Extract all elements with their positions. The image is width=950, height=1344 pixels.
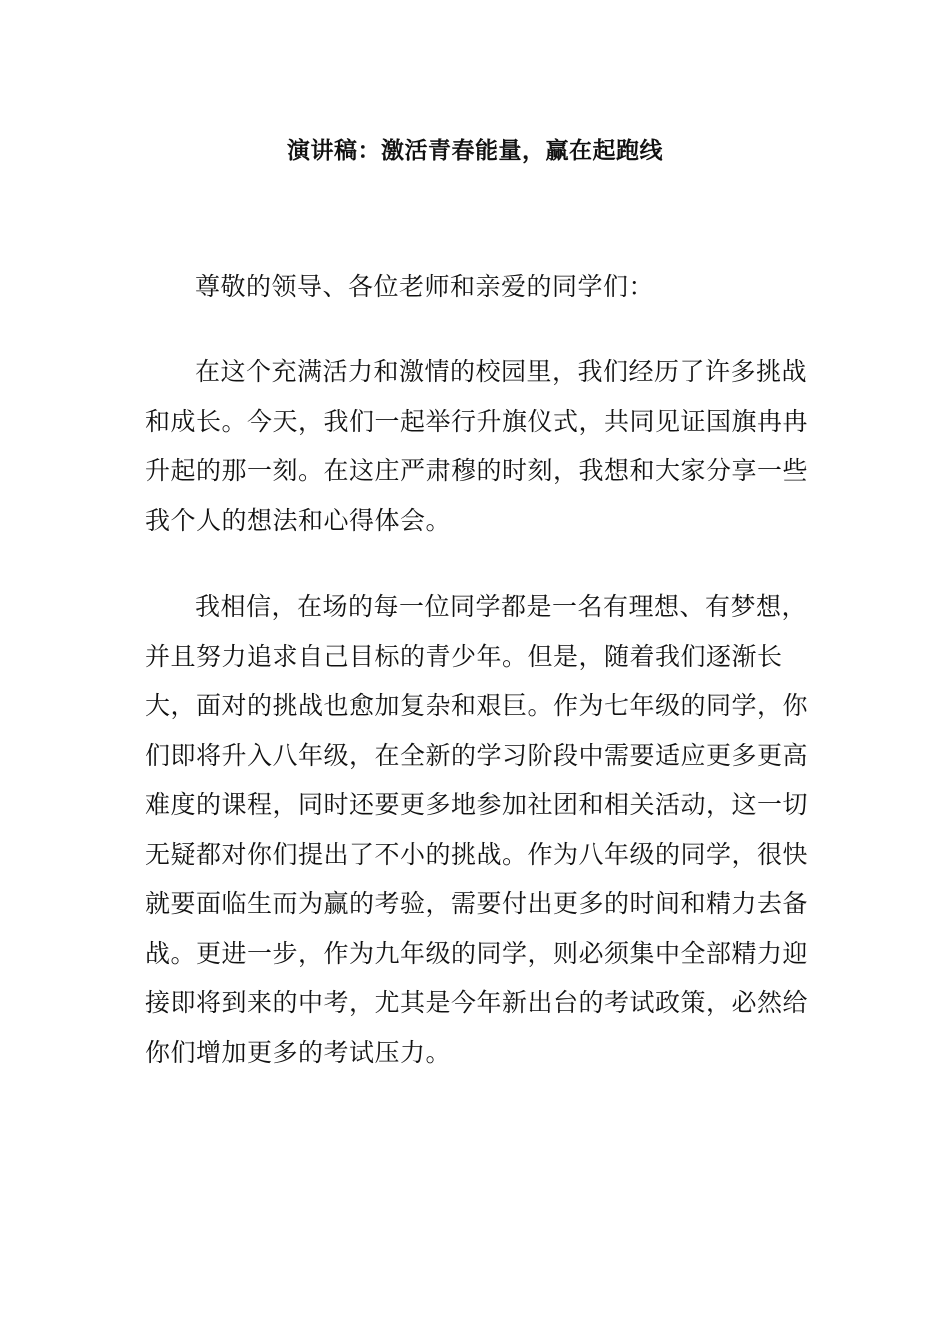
paragraph-1: 在这个充满活力和激情的校园里，我们经历了许多挑战和成长。今天，我们一起举行升旗仪式，共同见证国旗冉冉升起的那一刻。在这庄严肃穆的时刻，我想和大家分享一些我个人的想法和心得体会。	[145, 357, 809, 535]
greeting-line: 尊敬的领导、各位老师和亲爱的同学们：	[195, 272, 655, 301]
paragraph-2: 我相信，在场的每一位同学都是一名有理想、有梦想，并且努力追求自己目标的青少年。但是，随着我们逐渐长大，面对的挑战也愈加复杂和艰巨。作为七年级的同学，你们即将升入八年级，在全新的学习阶段中需要适应更多更高难度的课程，同时还要更多地参加社团和相关活动，这一切无疑都对你们提出了不小的挑战。作为八年级的同学，很快就要面临生而为赢的考验，需要付出更多的时间和精力去备战。更进一步，作为九年级的同学，则必须集中全部精力迎接即将到来的中考，尤其是今年新出台的考试政策，必然给你们增加更多的考试压力。	[145, 592, 809, 1067]
document-title: 演讲稿：激活青春能量，赢在起跑线	[287, 138, 663, 164]
